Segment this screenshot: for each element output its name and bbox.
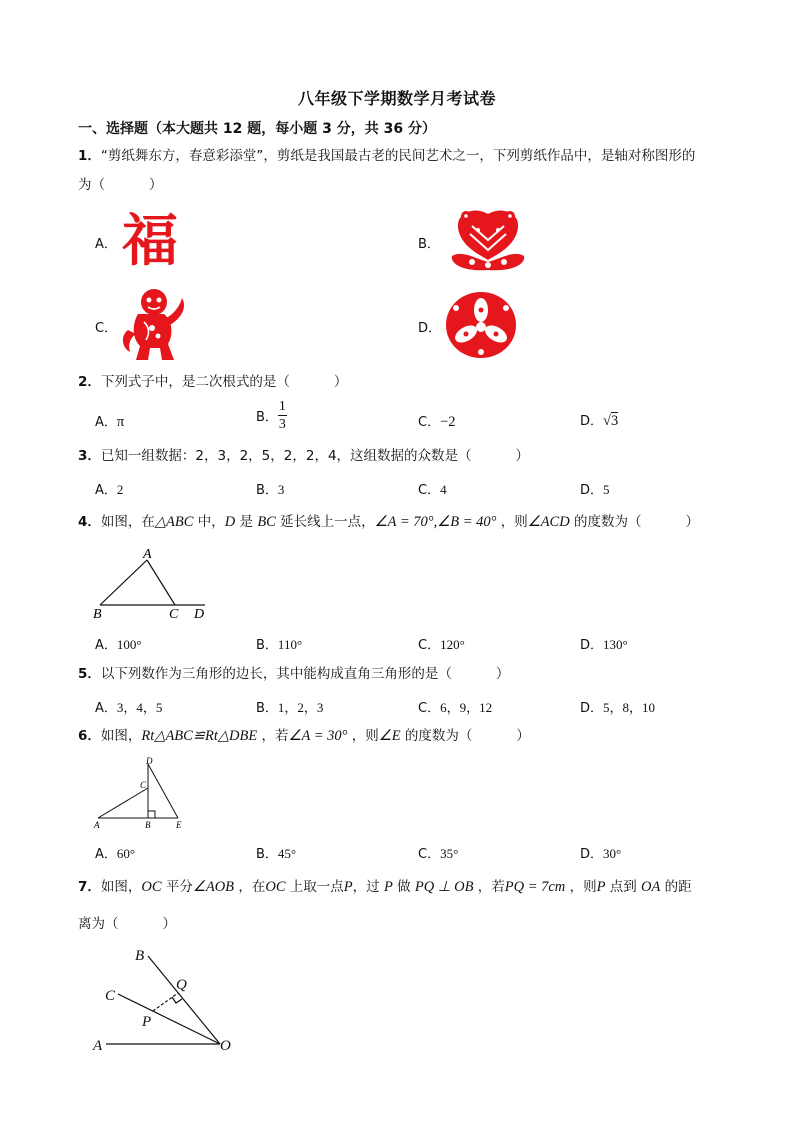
question-text: ） [515, 448, 530, 464]
option-label: C． [418, 701, 441, 716]
question-text: “剪纸舞东方，春意彩添堂”，剪纸是我国最古老的民间艺术之一，下列剪纸作品中，是轴对称图形的 [100, 148, 696, 164]
question-7-line2 [78, 914, 748, 934]
math-expr: ∠E [378, 728, 401, 744]
q5-option-d[interactable] [580, 697, 655, 716]
question-text: ） [495, 666, 510, 682]
question-6 [78, 726, 748, 746]
question-7 [78, 877, 748, 897]
q6-option-c[interactable] [418, 843, 458, 862]
option-value: 6，9，12 [440, 700, 493, 715]
label-o: O [220, 1038, 231, 1054]
option-value: π [116, 414, 125, 430]
question-text: 离为（ [78, 916, 119, 932]
q2-option-b[interactable] [256, 398, 287, 433]
question-text: 如图， [100, 879, 142, 895]
page-title: 八年级下学期数学月考试卷 [297, 89, 496, 108]
q1-option-c[interactable] [95, 317, 117, 336]
option-label: B． [256, 638, 278, 653]
label-a: A [94, 820, 100, 830]
question-number: 2． [78, 374, 101, 390]
question-text: 延长线上一点， [275, 514, 375, 530]
option-label: D． [580, 414, 604, 429]
math-expr: OC [265, 879, 286, 895]
q1-option-b[interactable] [418, 233, 440, 252]
q4-option-d[interactable] [580, 634, 628, 653]
math-expr: P [596, 879, 606, 895]
q5-option-b[interactable] [256, 697, 323, 716]
papercut-monkey-image [118, 286, 192, 362]
q4-option-a[interactable] [95, 634, 142, 653]
question-2 [78, 372, 748, 392]
question-text: ，则 [347, 728, 379, 744]
question-text: 的距 [660, 879, 692, 895]
label-b: B [93, 607, 102, 620]
q4-option-c[interactable] [418, 634, 465, 653]
question-text: 下列式子中，是二次根式的是（ [100, 374, 290, 390]
option-label: C． [95, 321, 118, 336]
q7-angle-bisector-figure [88, 942, 248, 1058]
q3-option-d[interactable] [580, 479, 610, 498]
math-expr: BC [257, 514, 276, 530]
math-expr: PQ = 7cm [504, 879, 566, 895]
question-1 [78, 146, 748, 166]
math-expr: OA [641, 879, 661, 895]
question-text: ，若 [257, 728, 289, 744]
question-text: 的度数为（ [569, 514, 642, 530]
option-value: 4 [440, 482, 447, 497]
math-expr: ∠A = 70°,∠B = 40° [374, 514, 497, 530]
question-text: 中， [193, 514, 225, 530]
option-label: B． [256, 701, 278, 716]
option-value: 5，8，10 [603, 700, 656, 715]
question-text: 的度数为（ [400, 728, 473, 744]
papercut-fu-image [118, 208, 182, 272]
question-text: 以下列数作为三角形的边长，其中能构成直角三角形的是（ [100, 666, 452, 682]
label-b: B [135, 948, 145, 964]
option-value: 60° [116, 846, 136, 861]
option-label: C． [418, 483, 441, 498]
math-expr: △ABC [154, 514, 194, 530]
option-label: A． [95, 701, 117, 716]
denominator: 3 [278, 417, 286, 432]
fraction [278, 398, 287, 433]
option-label: C． [418, 847, 441, 862]
math-expr: ∠ACD [527, 514, 570, 530]
option-value: 130° [603, 637, 628, 652]
option-label: B． [418, 237, 440, 252]
option-label: C． [418, 415, 441, 430]
question-text: ，则 [565, 879, 597, 895]
math-expr: ∠A = 30° [288, 728, 348, 744]
question-4 [78, 512, 748, 532]
question-text: 为（ [78, 177, 105, 193]
question-text: 平分 [161, 879, 193, 895]
question-text: 上取一点 [285, 879, 344, 895]
numerator: 1 [278, 399, 286, 414]
question-text: ，若 [473, 879, 505, 895]
label-e: E [176, 820, 182, 830]
label-c: C [105, 988, 116, 1004]
q5-option-c[interactable] [418, 697, 492, 716]
q2-option-d[interactable] [580, 410, 618, 430]
option-value: 3 [277, 482, 285, 497]
question-number: 4． [78, 514, 101, 530]
question-text: 是 [235, 514, 258, 530]
q3-option-a[interactable] [95, 479, 123, 498]
math-expr: PQ ⊥ OB [414, 879, 474, 895]
question-text: ） [516, 728, 530, 744]
math-expr: OC [141, 879, 162, 895]
q3-option-c[interactable] [418, 479, 447, 498]
option-label: A． [95, 483, 117, 498]
label-c: C [140, 780, 147, 790]
q4-triangle-figure [90, 544, 220, 620]
question-text: 做 [392, 879, 415, 895]
question-text: ） [162, 916, 176, 932]
question-text: ，则 [496, 514, 528, 530]
option-label: B． [256, 847, 278, 862]
q3-option-b[interactable] [256, 479, 284, 498]
q1-option-d[interactable] [418, 317, 441, 336]
option-value: 110° [277, 637, 303, 652]
option-label: B． [256, 410, 278, 425]
option-value: 30° [603, 846, 622, 861]
papercut-fish-image [442, 206, 534, 274]
option-label: D． [580, 701, 604, 716]
papercut-rabbit-circle-image [442, 288, 520, 362]
math-expr: D [224, 514, 236, 530]
option-label: D． [580, 483, 604, 498]
option-value: 35° [440, 846, 459, 861]
section-heading: 一、选择题（本大题共 12 题，每小题 3 分，共 36 分） [78, 121, 436, 137]
option-label: B． [256, 483, 278, 498]
label-q: Q [176, 977, 187, 993]
q6-option-b[interactable] [256, 843, 296, 862]
math-expr: P [383, 879, 393, 895]
label-d: D [146, 756, 153, 766]
option-label: C． [418, 638, 441, 653]
q4-option-b[interactable] [256, 634, 302, 653]
q2-option-a[interactable] [95, 411, 124, 431]
option-value: 5 [603, 482, 610, 497]
fu-character: 福 [122, 209, 178, 272]
question-text: 如图，在 [100, 514, 155, 530]
q2-option-c[interactable] [418, 411, 456, 431]
option-label: D． [580, 847, 604, 862]
label-a: A [93, 1038, 103, 1054]
question-number: 5． [78, 666, 101, 682]
option-label: A． [95, 847, 117, 862]
question-number: 6． [78, 728, 101, 744]
option-value: 120° [440, 637, 465, 652]
option-value: 1，2，3 [277, 700, 324, 715]
option-value: 2 [116, 482, 124, 497]
label-c: C [169, 607, 179, 620]
label-a: A [143, 547, 152, 562]
question-text: 已知一组数据：2，3，2，5，2，2，4，这组数据的众数是（ [100, 448, 472, 464]
label-d: D [194, 607, 205, 620]
q1-option-a[interactable] [95, 233, 117, 252]
question-number: 7． [78, 879, 101, 895]
question-5 [78, 664, 748, 684]
option-label: A． [95, 237, 117, 252]
math-expr: Rt△ABC≌Rt△DBE [141, 728, 258, 744]
question-1-line2 [78, 175, 748, 195]
question-text: ，在 [234, 879, 266, 895]
option-value: 45° [277, 846, 297, 861]
option-label: D． [580, 638, 604, 653]
option-label: A． [95, 638, 117, 653]
q5-option-a[interactable] [95, 697, 162, 716]
option-label: D． [418, 321, 442, 336]
question-text: ） [149, 177, 163, 193]
option-value: −2 [440, 414, 456, 430]
question-text: ，过 [352, 879, 384, 895]
label-b: B [145, 820, 151, 830]
option-value: 100° [116, 637, 142, 652]
label-p: P [142, 1014, 152, 1030]
q6-option-a[interactable] [95, 843, 135, 862]
option-value: 3，4，5 [116, 700, 163, 715]
question-number: 1． [78, 148, 101, 164]
q6-option-d[interactable] [580, 843, 621, 862]
question-3 [78, 446, 748, 466]
math-expr: ∠AOB [192, 879, 235, 895]
q6-triangle-figure [90, 756, 190, 832]
option-value: 3 [610, 413, 619, 429]
option-label: A． [95, 415, 117, 430]
question-number: 3． [78, 448, 101, 464]
question-text: ） [333, 374, 348, 390]
question-text: 点到 [605, 879, 642, 895]
question-text: ） [685, 514, 699, 530]
question-text: 如图， [100, 728, 142, 744]
math-expr: P [343, 879, 353, 895]
sqrt-symbol: √ [603, 413, 611, 429]
